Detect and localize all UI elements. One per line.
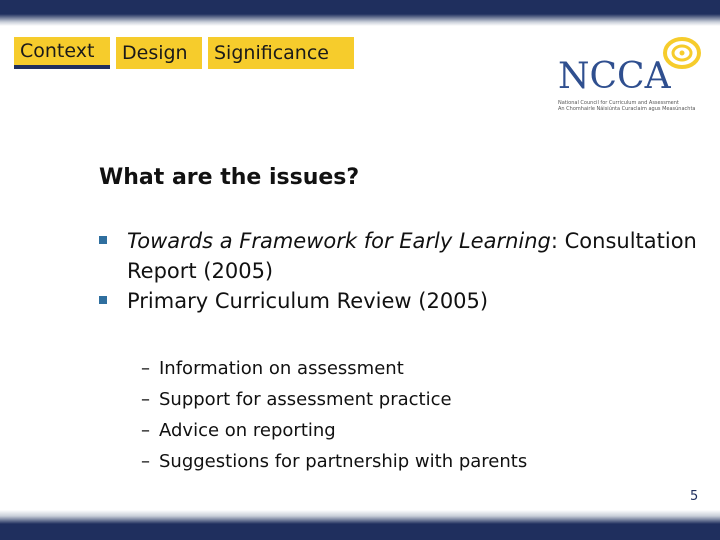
sub-bullet-item [141, 446, 527, 477]
dash-icon: – [141, 358, 150, 379]
sub-bullet-item [141, 353, 527, 384]
bullet-item [99, 286, 699, 316]
logo-wordmark: NCCA [558, 56, 671, 97]
bullet-list [99, 226, 699, 316]
bullet-square-icon [99, 296, 107, 304]
page-number: 5 [690, 489, 699, 504]
tab-design-label: Design [122, 42, 188, 64]
tab-design[interactable] [116, 37, 202, 69]
sub-bullet-item [141, 384, 527, 415]
dash-icon: – [141, 451, 150, 472]
top-band [0, 0, 720, 26]
logo-subtitle-line1: National Council for Curriculum and Assessment [558, 100, 679, 106]
bullet-text: : Consultation Report (2005) [127, 229, 697, 283]
slide-title: What are the issues? [99, 165, 360, 190]
bullet-emphasis: Towards a Framework for Early Learning [127, 229, 551, 253]
bullet-text: Primary Curriculum Review (2005) [127, 289, 489, 313]
bullet-item [99, 226, 699, 286]
sub-bullet-list [141, 353, 527, 477]
sub-bullet-text: Information on assessment [159, 358, 404, 379]
tab-significance[interactable] [208, 37, 354, 69]
logo-subtitle [558, 100, 695, 112]
ncca-logo [556, 34, 706, 114]
dash-icon: – [141, 389, 150, 410]
tab-context[interactable] [14, 37, 110, 69]
sub-bullet-item [141, 415, 527, 446]
dash-icon: – [141, 420, 150, 441]
sub-bullet-text: Advice on reporting [159, 420, 336, 441]
bullet-square-icon [99, 236, 107, 244]
tab-significance-label: Significance [214, 42, 329, 64]
logo-subtitle-line2: An Chomhairle Náisiúnta Curaclaim agus Measúnachta [558, 106, 696, 112]
section-nav [14, 37, 354, 69]
tab-context-label: Context [20, 40, 95, 62]
sub-bullet-text: Support for assessment practice [159, 389, 452, 410]
bottom-band [0, 510, 720, 540]
sub-bullet-text: Suggestions for partnership with parents [159, 451, 528, 472]
